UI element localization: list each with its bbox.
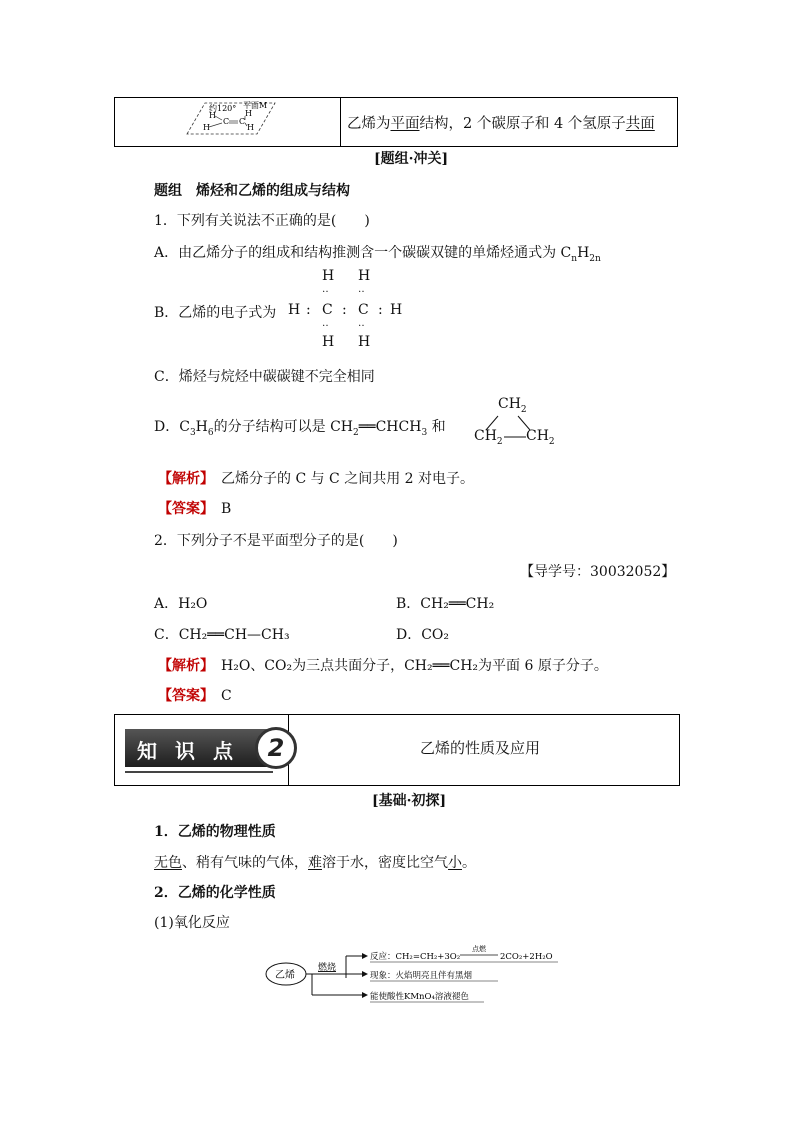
cyclopropane-structure: $CH_2$ $CH_2$ $CH_2$ bbox=[474, 396, 564, 452]
group-title: 题组 烯烃和乙烯的组成与结构 bbox=[154, 183, 350, 199]
q1-stem: 1．下列有关说法不正确的是( ) bbox=[154, 213, 370, 229]
knowledge-point-badge: 知识点 2 bbox=[115, 715, 289, 785]
q1-analysis: 【解析】 乙烯分子的 C 与 C 之间共用 2 对电子。 bbox=[158, 471, 475, 487]
atom-h1: H bbox=[209, 111, 216, 120]
burn-label: 燃烧 bbox=[318, 963, 337, 973]
ethylene-plane-diagram bbox=[115, 98, 340, 142]
q2-analysis: 【解析】 H₂O、CO₂为三点共面分子，CH₂══CH₂为平面 6 原子分子。 bbox=[158, 658, 608, 674]
ethylene-plane-diagram-cell bbox=[115, 98, 341, 147]
kmno4-effect: 能使酸性KMnO₄溶液褪色 bbox=[370, 992, 469, 1002]
reaction-product: 2CO₂+2H₂O bbox=[500, 952, 553, 962]
q1-answer: 【答案】 B bbox=[158, 501, 232, 517]
atom-c2: C bbox=[239, 117, 246, 126]
knowledge-point-box bbox=[114, 714, 680, 786]
q2-option-d: D．CO₂ bbox=[396, 627, 450, 643]
physical-properties-title: 1．乙烯的物理性质 bbox=[154, 824, 276, 840]
electron-formula: H H ‥ ‥ H : C : C : H ‥ ‥ H H bbox=[288, 268, 403, 350]
q1-option-a: A．由乙烯分子的组成和结构推测含一个碳碳双键的单烯烃通式为 $C_nH_{2n}$ bbox=[154, 245, 601, 264]
q2-option-c: C．CH₂══CH—CH₃ bbox=[154, 627, 290, 643]
reaction-equation: 反应：CH₂=CH₂+3O₂ bbox=[370, 952, 461, 962]
plane-label: 平面M bbox=[243, 101, 268, 110]
ethylene-node-label: 乙烯 bbox=[275, 970, 295, 981]
q2-answer: 【答案】 C bbox=[158, 688, 232, 704]
atom-h3: H bbox=[245, 109, 252, 118]
structure-description: 乙烯为平面结构，2 个碳原子和 4 个氢原子共面 bbox=[341, 98, 678, 147]
section-tag-practice: [题组·冲关] bbox=[374, 151, 449, 167]
q2-option-b: B．CH₂══CH₂ bbox=[396, 596, 495, 612]
q1-option-c: C．烯烃与烷烃中碳碳键不完全相同 bbox=[154, 369, 375, 385]
chemical-properties-title: 2．乙烯的化学性质 bbox=[154, 885, 276, 901]
knowledge-point-number: 2 bbox=[255, 727, 297, 769]
atom-h2: H bbox=[203, 123, 210, 132]
cyclo-bonds bbox=[474, 396, 564, 452]
reaction-condition: 点燃 bbox=[472, 945, 486, 953]
guide-number: 【导学号：30032052】 bbox=[520, 564, 676, 580]
oxidation-reaction-diagram bbox=[262, 942, 562, 1006]
q1-option-b: B．乙烯的电子式为 bbox=[154, 305, 277, 321]
atom-c1: C bbox=[223, 117, 230, 126]
knowledge-point-title: 乙烯的性质及应用 bbox=[420, 739, 541, 757]
reaction-phenomenon: 现象：火焰明亮且伴有黑烟 bbox=[370, 971, 473, 981]
oxidation-subtitle: (1)氧化反应 bbox=[154, 915, 230, 931]
q2-option-a: A．H₂O bbox=[154, 596, 208, 612]
q2-stem: 2．下列分子不是平面型分子的是( ) bbox=[154, 533, 398, 549]
section-tag-basics: [基础·初探] bbox=[372, 793, 447, 809]
atom-h4: H bbox=[247, 123, 254, 132]
structure-table bbox=[114, 97, 678, 147]
q1-option-d: D．$C_3H_6$的分子结构可以是 $CH_2══CHCH_3$ 和 bbox=[154, 419, 446, 438]
physical-properties-text: 无色、稍有气味的气体，难溶于水，密度比空气小。 bbox=[154, 855, 476, 871]
angle-label: 约120° bbox=[209, 104, 237, 113]
